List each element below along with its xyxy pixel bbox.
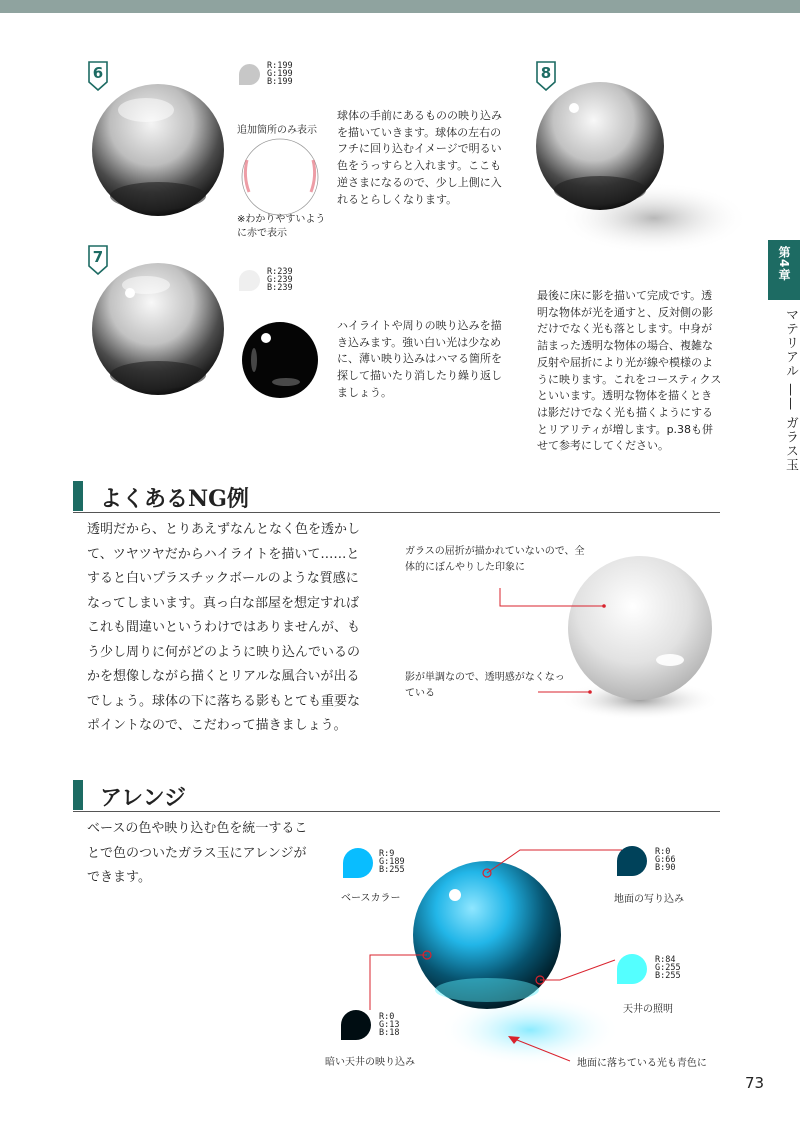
step-8-text: 最後に床に影を描いて完成です。透明な物体が光を通すと、反対側の影だけでなく光も落とします。中身が詰まった透明な物体の場合、複雑な反射や屈折により光が線や模様のように映ります。これをコースティクスといいます。透明な物体を描くときは影だけでなく光も描くようにするとリアリティが増します。p.38も併せて参考にしてください。 (537, 289, 722, 453)
rgb-ceiling-light: R:84 G:255 B:255 (655, 955, 681, 981)
label-ground-reflection: 地面の写り込み (614, 894, 684, 905)
note-red-display: ※わかりやすいように赤で表示 (237, 214, 326, 239)
arrange-heading-bar (73, 780, 83, 810)
step-6-badge: 6 (88, 61, 108, 91)
rgb-step7: R:239 G:239 B:239 (267, 267, 293, 293)
chapter-title: マテリアル —— ガラス玉 (783, 308, 798, 473)
outline-circle (239, 136, 321, 218)
rgb-base-color: R:9 G:189 B:255 (379, 849, 405, 875)
rgb-dark-ceiling: R:0 G:13 B:18 (379, 1012, 400, 1038)
label-ceiling-light: 天井の照明 (623, 1004, 673, 1015)
white-ball-ng (490, 540, 730, 725)
step-6-text: 球体の手前にあるものの映り込みを描いていきます。球体の左右のフチに回り込むイメージで明るい色をうっすらと入れます。ここも逆さまになるので、少し上側に入れるとらしくなります。 (337, 109, 502, 206)
glass-ball-step7 (86, 257, 231, 402)
swatch-base-color (343, 848, 373, 878)
ng-body: 透明だから、とりあえずなんとなく色を透かして、ツヤツヤだからハイライトを描いて……とすると白いプラスチックボールのような質感になってしまいます。真っ白な部屋を想定すればこれも間違いというわけではありませんが、もう少し周りに何がどのように映り込んでいるのかを想像しながら描くとリアルな風合いが出るでしょう。球体の下に落ちる影もとても重要なポイントなので、こだわって描きましょう。 (87, 522, 361, 733)
step-7-text: ハイライトや周りの映り込みを描き込みます。強い白い光は少なめに、薄い映り込みはハマる箇所を探して描いたり消したり繰り返しましょう。 (337, 319, 502, 399)
step-8-badge: 8 (536, 61, 556, 91)
swatch-step7 (239, 270, 260, 291)
chapter-label: 第4章 (777, 246, 791, 282)
swatch-step6 (239, 64, 260, 85)
page-number: 73 (745, 1074, 765, 1092)
swatch-ceiling-light (617, 954, 647, 984)
black-ball-highlight (240, 320, 320, 400)
rgb-ground-reflection: R:0 G:66 B:90 (655, 847, 676, 873)
glass-ball-step6 (86, 78, 231, 223)
arrange-heading: アレンジ (100, 785, 187, 811)
ng-heading: よくあるNG例 (100, 486, 249, 512)
ng-heading-bar (73, 481, 83, 511)
label-base-color: ベースカラー (341, 893, 401, 904)
chapter-tab (768, 240, 800, 300)
floor-light-note: 地面に落ちている光も青色に (577, 1058, 707, 1069)
ng-annotation-1: ガラスの屈折が描かれていないので、全体的にぼんやりした印象に (405, 546, 585, 573)
glass-ball-step8 (534, 78, 749, 258)
ng-annotation-2: 影が単調なので、透明感がなくなっている (405, 672, 565, 699)
arrange-body: ベースの色や映り込む色を統一することで色のついたガラス玉にアレンジができます。 (87, 821, 308, 885)
ng-heading-rule (73, 512, 720, 513)
swatch-ground-reflection (617, 846, 647, 876)
label-dark-ceiling: 暗い天井の映り込み (325, 1057, 415, 1068)
note-added-only: 追加箇所のみ表示 (237, 125, 317, 136)
rgb-step6: R:199 G:199 B:199 (267, 61, 293, 87)
arrange-heading-rule (73, 811, 720, 812)
step-7-badge: 7 (88, 245, 108, 275)
header-bar (0, 0, 800, 13)
swatch-dark-ceiling (341, 1010, 371, 1040)
